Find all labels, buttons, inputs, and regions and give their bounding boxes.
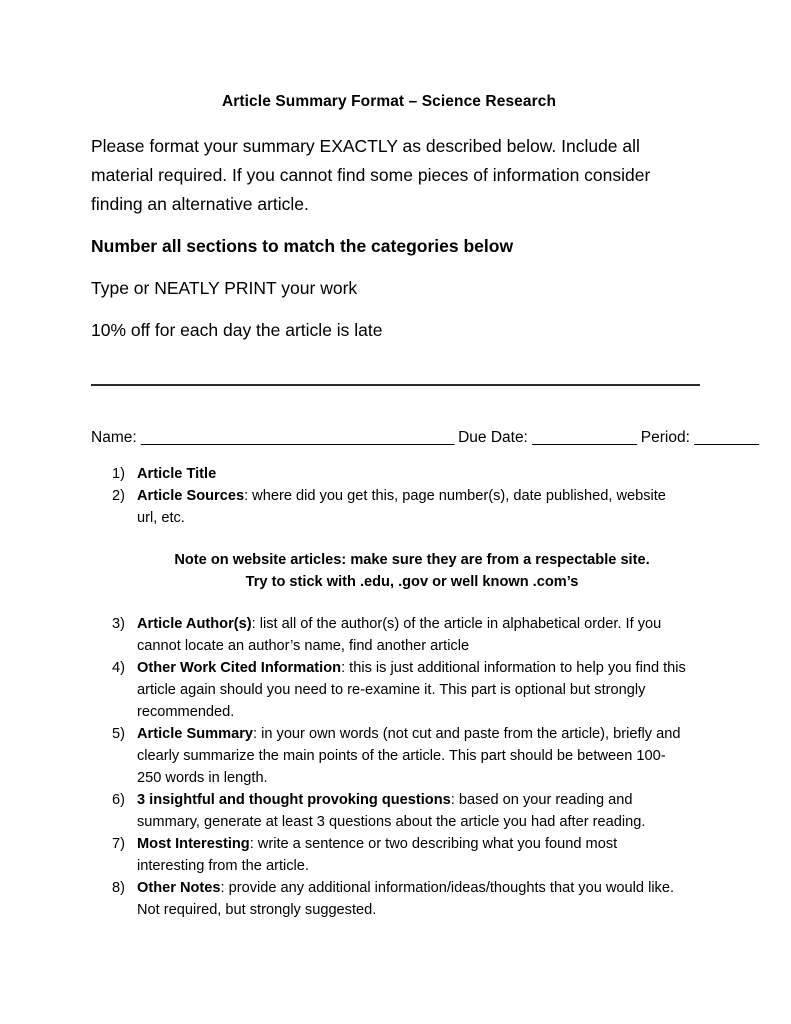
list-item-body: : where did you get this, page number(s), date published, website url, etc.	[137, 488, 666, 527]
instruction-type-or-print: Type or NEATLY PRINT your work	[91, 278, 358, 299]
list-item-body: : list all of the author(s) of the article in alphabetical order. If you cannot locate an author’s name, find another article	[137, 616, 662, 655]
name-label: Name:	[91, 429, 137, 447]
list-item-number: 6)	[112, 792, 125, 809]
due-date-label: Due Date:	[458, 429, 528, 447]
list-item-number: 7)	[112, 836, 125, 853]
website-note-line-1: Note on website articles: make sure they are from a respectable site.	[174, 552, 650, 569]
list-item-number: 8)	[112, 880, 125, 897]
list-item-label: Most Interesting	[137, 836, 250, 853]
list-item	[91, 613, 687, 657]
list-item-body: : based on your reading and summary, generate at least 3 questions about the article you had after reading.	[137, 792, 646, 831]
list-item-body: : write a sentence or two describing what you found most interesting from the article.	[137, 836, 618, 875]
list-item-label: Article Author(s)	[137, 616, 252, 633]
instruction-late-penalty: 10% off for each day the article is late	[91, 320, 383, 341]
requirements-list-part-two	[91, 613, 687, 921]
list-item-body: : this is just additional information to help you find this article again should you need to re-examine it. This part is optional but strongly recommended.	[137, 660, 686, 721]
page-title: Article Summary Format – Science Research	[221, 93, 557, 110]
list-item-label: Article Summary	[137, 726, 253, 743]
list-item-number: 3)	[112, 616, 125, 633]
list-item-label: Other Notes	[137, 880, 221, 897]
list-item-body: : provide any additional information/ideas/thoughts that you would like. Not required, but strongly suggested.	[137, 880, 675, 919]
period-label: Period:	[640, 429, 690, 447]
list-item	[91, 833, 687, 877]
website-note-line-2: Try to stick with .edu, .gov or well known .com’s	[245, 574, 579, 591]
list-item-number: 2)	[112, 488, 125, 505]
list-item-label: Other Work Cited Information	[137, 660, 342, 677]
instruction-number-sections: Number all sections to match the categories below	[91, 236, 514, 257]
list-item	[91, 657, 687, 723]
student-info-line	[91, 386, 759, 449]
intro-paragraph: Please format your summary EXACTLY as described below. Include all material required. If you cannot find some pieces of information consider finding an alternative article.	[91, 136, 651, 215]
list-item	[91, 877, 687, 921]
list-item-body: : in your own words (not cut and paste from the article), briefly and clearly summarize the main points of the article. This part should be between 100-250 words in length.	[137, 726, 681, 787]
list-item	[91, 463, 687, 485]
list-item-number: 4)	[112, 660, 125, 677]
document-content	[91, 0, 759, 921]
divider-wrapper	[91, 345, 687, 386]
list-item	[91, 485, 687, 529]
requirements-list-part-one	[91, 449, 687, 529]
period-blank-field[interactable]: ________	[694, 429, 759, 447]
list-item-label: 3 insightful and thought provoking questions	[137, 792, 451, 809]
list-item-number: 1)	[112, 466, 125, 483]
list-item-label: Article Sources	[137, 488, 245, 505]
name-blank-field[interactable]: _______________________________________	[140, 429, 454, 447]
list-item-label: Article Title	[137, 466, 217, 483]
list-item-number: 5)	[112, 726, 125, 743]
website-note-block	[91, 529, 687, 613]
list-item	[91, 789, 687, 833]
due-date-blank-field[interactable]: _____________	[532, 429, 637, 447]
list-item	[91, 723, 687, 789]
